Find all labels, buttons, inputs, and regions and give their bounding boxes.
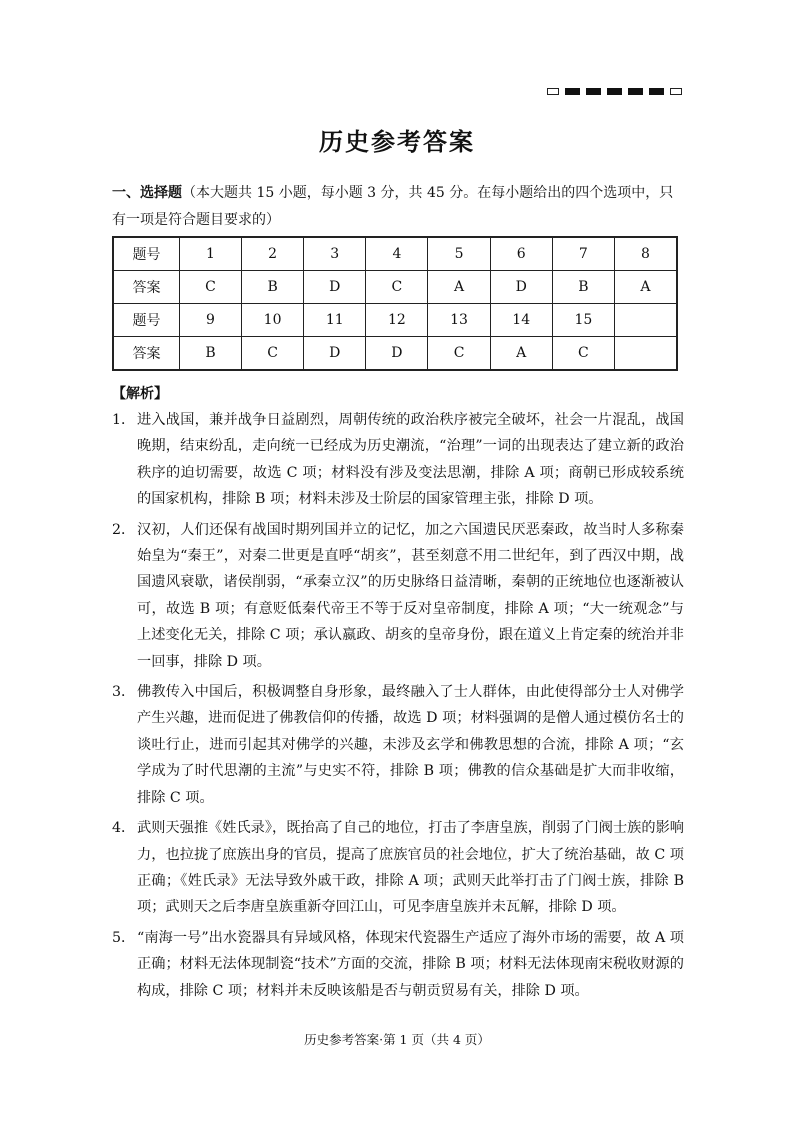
table-row: [113, 304, 677, 337]
row-label: 题号: [113, 304, 180, 337]
item-number: 4．: [112, 820, 136, 837]
table-cell: A: [490, 337, 552, 371]
item-text: 进入战国，兼并战争日益剧烈，周朝传统的政治秩序被完全破坏，社会一片混乱，战国晚期，结束纷乱，走向统一已经成为历史潮流，“治理”一词的出现表达了建立新的政治秩序的迫切需要，故选 C 项；材料没有涉及变法思潮，排除 A 项；商朝已形成较系统的国家机构，排除 B 项；材料未涉及士阶层的国家管理主张，排除 D 项。: [137, 412, 684, 508]
table-cell: 14: [490, 304, 552, 337]
analysis-item: [112, 925, 684, 1004]
table-cell: [614, 304, 677, 337]
row-label: 题号: [113, 237, 180, 271]
table-cell: C: [428, 337, 490, 371]
table-cell: B: [242, 271, 304, 304]
analysis-item: [112, 815, 684, 921]
section-heading: [112, 180, 682, 234]
marker-solid: [565, 88, 580, 95]
table-cell: 4: [366, 237, 428, 271]
marker-hollow-left: [547, 88, 559, 95]
table-cell: D: [304, 337, 366, 371]
table-cell: 8: [614, 237, 677, 271]
table-row: [113, 271, 677, 304]
table-cell: 2: [242, 237, 304, 271]
marker-solid: [586, 88, 601, 95]
table-row: [113, 337, 677, 371]
marker-solid: [628, 88, 643, 95]
marker-solid: [649, 88, 664, 95]
row-label: 答案: [113, 337, 180, 371]
table-cell: 10: [242, 304, 304, 337]
item-text: “南海一号”出水瓷器具有异域风格，体现宋代瓷器生产适应了海外市场的需要，故 A 项正确；材料无法体现制瓷“技术”方面的交流，排除 B 项；材料无法体现南宋税收财源的构成，排除 C 项；材料并未反映该船是否与朝贡贸易有关，排除 D 项。: [137, 929, 684, 999]
item-number: 5．: [112, 929, 136, 946]
table-cell: D: [490, 271, 552, 304]
table-cell: C: [366, 271, 428, 304]
table-cell: D: [366, 337, 428, 371]
table-cell: 11: [304, 304, 366, 337]
page-title: 历史参考答案: [319, 127, 475, 156]
answer-table: [112, 236, 678, 371]
table-cell: 1: [180, 237, 242, 271]
item-text: 佛教传入中国后，积极调整自身形象，最终融入了士人群体，由此使得部分士人对佛学产生兴趣，进而促进了佛教信仰的传播，故选 D 项；材料强调的是僧人通过模仿名士的谈吐行止，进而引起其对佛学的兴趣，未涉及玄学和佛教思想的合流，排除 A 项；“玄学成为了时代思潮的主流”与史实不符，排除 B 项；佛教的信众基础是扩大而非收缩，排除 C 项。: [137, 684, 684, 806]
table-cell: A: [428, 271, 490, 304]
item-number: 3．: [112, 684, 136, 701]
table-cell: 6: [490, 237, 552, 271]
analysis-item: [112, 679, 684, 811]
table-cell: 3: [304, 237, 366, 271]
analysis-tag: 【解析】: [112, 386, 168, 402]
marker-hollow-right: [670, 88, 682, 95]
table-cell: 9: [180, 304, 242, 337]
table-cell: C: [242, 337, 304, 371]
page-footer: 历史参考答案·第 1 页（共 4 页）: [304, 1032, 490, 1047]
marker-solid: [607, 88, 622, 95]
table-cell: 13: [428, 304, 490, 337]
table-cell: C: [180, 271, 242, 304]
analysis-list: [112, 407, 684, 1008]
table-cell: D: [304, 271, 366, 304]
item-number: 1．: [112, 412, 136, 428]
table-cell: 7: [552, 237, 614, 271]
table-cell: B: [552, 271, 614, 304]
table-cell: B: [180, 337, 242, 371]
page-marker: [547, 88, 682, 95]
section-desc: （本大题共 15 小题，每小题 3 分，共 45 分。在每小题给出的四个选项中，只有一项是符合题目要求的）: [112, 185, 674, 228]
analysis-item: [112, 407, 684, 513]
table-cell: 5: [428, 237, 490, 271]
table-cell: 12: [366, 304, 428, 337]
table-cell: C: [552, 337, 614, 371]
table-cell: A: [614, 271, 677, 304]
analysis-item: [112, 517, 684, 675]
table-cell: 15: [552, 304, 614, 337]
item-text: 汉初，人们还保有战国时期列国并立的记忆，加之六国遗民厌恶秦政，故当时人多称秦始皇为“秦王”，对秦二世更是直呼“胡亥”，甚至刻意不用二世纪年，到了西汉中期，战国遗风衰歇，诸侯削弱，“承秦立汉”的历史脉络日益清晰，秦朝的正统地位也逐渐被认可，故选 B 项；有意贬低秦代帝王不等于反对皇帝制度，排除 A 项；“大一统观念”与上述变化无关，排除 C 项；承认嬴政、胡亥的皇帝身份，跟在道义上肯定秦的统治并非一回事，排除 D 项。: [137, 521, 684, 670]
row-label: 答案: [113, 271, 180, 304]
item-number: 2．: [112, 521, 136, 538]
section-lead: 一、选择题: [112, 185, 182, 201]
table-row: [113, 237, 677, 271]
table-cell: [614, 337, 677, 371]
item-text: 武则天强推《姓氏录》，既抬高了自己的地位，打击了李唐皇族，削弱了门阀士族的影响力，也拉拢了庶族出身的官员，提高了庶族官员的社会地位，扩大了统治基础，故 C 项正确；《姓氏录》无法导致外戚干政，排除 A 项；武则天此举打击了门阀士族，排除 B 项；武则天之后李唐皇族重新夺回江山，可见李唐皇族并未瓦解，排除 D 项。: [137, 820, 684, 916]
